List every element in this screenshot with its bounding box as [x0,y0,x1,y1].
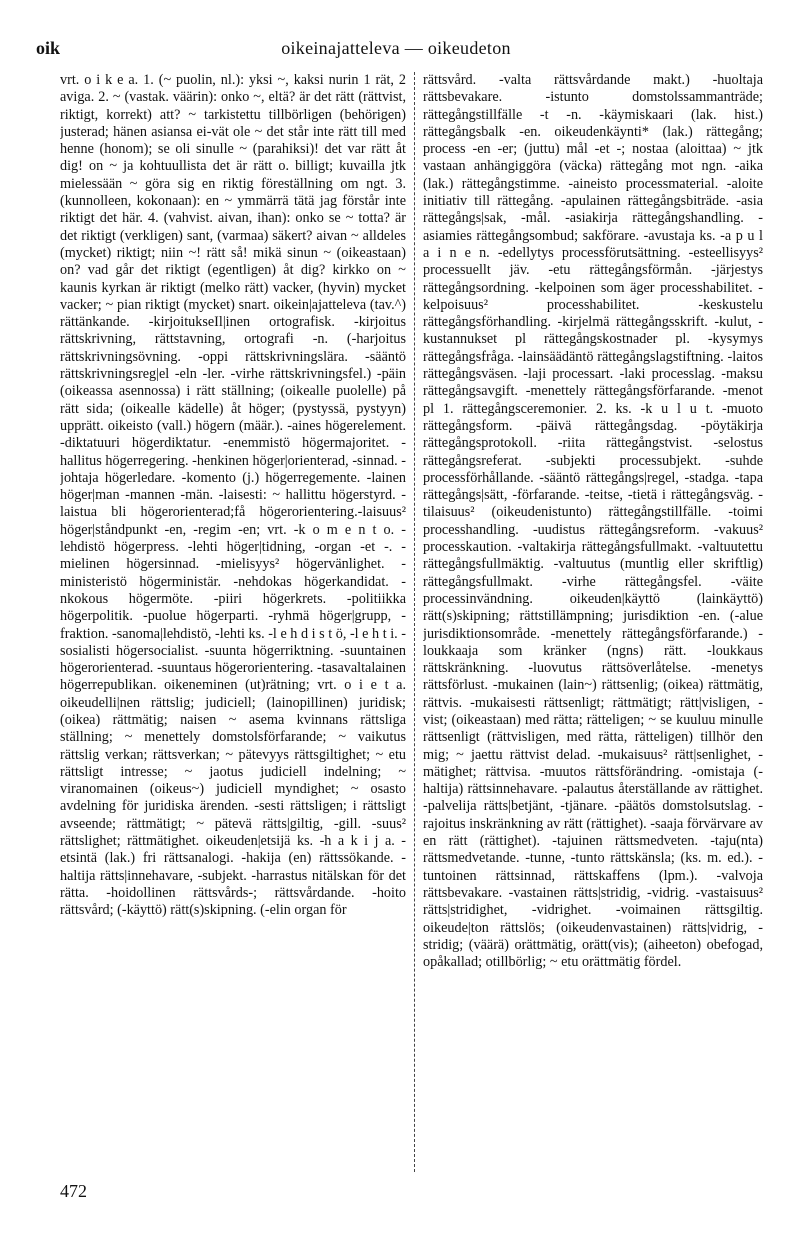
column-divider [414,72,415,1172]
right-column [423,72,763,1172]
left-column-text: vrt. o i k e a. 1. (~ puolin, nl.): yksi ~, kaksi nurin 1 rät, 2 aviga. 2. ~ (vastak. väärin): onko ~, eltä? är det rätt (rättvist, riktigt, korrekt) att? ~ tarkistettu tillbörligen (behörigen) justerad; hänen asiansa ei-vät ole ~ det står inte rätt till med henne (honom); se oli sinulle ~ (parahiksi)! det var rätt åt dig! on ~ ja kohtuullista det är rätt o. billigt; kuvailla jtk mielessään ~ göra sig en riktig föreställning om ngt. 3. (kunnolleen, kokonaan): en ~ ymmärrä tätä jag förstår inte riktigt det här. 4. (vahvist. aivan, ihan): onko se ~ totta? är det riktigt (verkligen) sant, (varmaa) säkert? aivan ~ alldeles (mycket) riktigt; niin ~! rätt så! mikä sinun ~ (oikeastaan) on? vad går det riktigt (egentligen) åt dig? kirkko on ~ kaunis kyrkan är riktigt (melko rätt) vacker, (hyvin) mycket vacker; ~ pian riktigt (mycket) snart. oikein|ajatteleva (tav.^) rättänkande. -kirjoitukseIl|inen ortografisk. -kirjoitus rättskrivning, rättstavning, ortografi -n. (-harjoitus rättskrivningsövning. -oppi rättskrivningslära. -sääntö rättskrivningsreg|el -eln -ler. -virhe rättskrivningsfel.) -päin (oikeassa asennossa) i rätt ställning; (oikealle puolelle) på rätt sida; (oikealle kädelle) åt höger; (pystyssä, pystyyn) upprätt. oikeisto (vall.) högern (määr.). -aines högerelement. -diktatuuri högerdiktatur. -enemmistö högermajoritet. -hallitus högerregering. -henkinen höger|orienterad, -sinnad. -johtaja högerledare. -komento (j.) högerregemente. -lainen höger|man -mannen -män. -laisesti: ~ hallittu högerstyrd. -laistua bli högerorienterad;få högerorientering.-laisuus² höger|ståndpunkt -en, -regim -en; vrt. -k o m e n t o. -lehdistö högerpress. -lehti höger|tidning, -organ -et -. -mielinen högersinnad. -mielisyys² högervänlighet. -ministeristö högerministär. -nehdokas högerkandidat. -nkokous högermöte. -piiri högerkrets. -politiikka högerpolitik. -puolue högerparti. -ryhmä höger|grupp, -fraktion. -sanoma|lehdistö, -lehti ks. -l e h d i s t ö, -l e h t i. -sosialisti högersocialist. -suunta högerriktning. -suuntainen högerorienterad. -suuntaus högerorientering. -tasavaltalainen högerrepublikan. oikeneminen (ut)rätning; vrt. o i e t a. oikeudelli|nen rättslig; judiciell; (lainopillinen) juridisk; (oikea) rättmätig; naisen ~ asema kvinnans rättsliga ställning; ~ menettely domstolsförfarande; ~ vaikutus rättslig verkan; rättsverkan; ~ pätevyys rättsgiltighet; ~ etu rättsligt intresse; ~ jaotus judiciell indelning; ~ viranomainen (oikeus~) judiciell myndighet; ~ osasto avdelning för juridiska ärenden. -sesti rättsligen; i rättsligt avseende; rättmätigt; ~ pätevä rätts|giltig, -gill. -suus² rättslighet; rättmätighet. oikeuden|etsijä ks. -h a k i j a. -etsintä (lak.) fri rättsanalogi. -hakija (en) rättssökande. -haltija rätts|innehavare, -subjekt. -harrastus nitälskan för det rätta. -hoidollinen rättsvårds-; rättsvårdande. -hoito rättsvård; (-käyttö) rätt(s)skipning. (-elin organ för [60,72,406,919]
running-title: oikeinajatteleva — oikeudeton [281,38,511,58]
page-number: 472 [60,1181,87,1201]
right-column-text: rättsvård. -valta rättsvårdande makt.) -huoltaja rättsbevakare. -istunto domstolssammanträde; rättegångstillfälle -t -n. -käymiskaari (lak. hist.) rättegångsbalk -en. oikeudenkäynti* (lak.) rättegång; process -en -er; (juttu) mål -et -; nostaa (aloittaa) ~ jtk vastaan anhängiggöra (väcka) rättegång mot ngn. -aika (lak.) rättegångstimme. -aineisto processmaterial. -aloite initiativ till rättegång. -apulainen rättegångsbiträde. -asia rättegångs|sak, -mål. -asiakirja rättegångshandling. -asiamies rättegångsombud; sakförare. -avustaja ks. -a p u l a i n e n. -edellytys processförutsättning. -esteellisyys² processuellt jäv. -etu rättegångsförmån. -järjestys rättegångsordning. -kelpoinen som äger processhabilitet. -kelpoisuus² processhabilitet. -keskustelu rättegångsförhandling. -kirjelmä rättegångsskrift. -kulut, -kustannukset pl rättegångskostnader pl. -kysymys rättegångsfråga. -lainsäädäntö rättegångslagstiftning. -laitos rättegångsväsen. -laji processart. -laki processlag. -maksu rättegångsavgift. -menettely rättegångsförfarande. -menot pl 1. rättegångsceremonier. 2. ks. -k u l u t. -muoto rättegångsform. -päivä rättegångsdag. -pöytäkirja rättegångsprotokoll. -riita rättegångstvist. -selostus rättegångsreferat. -subjekti processubjekt. -suhde processförhållande. -sääntö rättegångs|regel, -stadga. -tapa rättegångs|sätt, -förfarande. -teitse, -tietä i rättegångsväg. -tilaisuus² (oikeudenistunto) rättegångstillfälle. -toimi processhandling. -uudistus rättegångsreform. -vakuus² processkaution. -valtakirja rättegångsfullmakt. -valtuutettu rättegångsfullmäktig. -valtuutus (muntlig eller skriftlig) rättegångsfullmakt. -virhe rättegångsfel. -väite processinvändning. oikeuden|käyttö (lainkäyttö) rätt(s)skipning; rättstillämpning; jurisdiktion -en. (-alue jurisdiktionsområde. -menettely rättegångsförfarande.) -loukkaaja som kränker (ngns) rätt. -loukkaus rättskränkning. -luovutus rättsöverlåtelse. -menetys rättsförlust. -mukainen (lain~) rättsenlig; (oikea) rättmätig, rättvis. -mukaisesti rättsenligt; rättmätigt; rätt|visligen, -vist; (oikeastaan) med rätta; rätteligen; ~ se kuuluu minulle rättsenligt (rättvisligen, med rätta, rätteligen) tillhör den mig; ~ jaettu rättvist delad. -mukaisuus² rätt|senlighet, -mätighet; rättvisa. -muutos rättsförändring. -omistaja (-haltija) rättsinnehavare. -palautus återställande av rättighet. -palvelija rätts|betjänt, -tjänare. -päätös domstolsutslag. -rajoitus inskränkning av rätt (rättighet). -saaja förvärvare av en rätt (rättighet). -tajuinen rättsmedveten. -taju(nta) rättsmedvetande. -tunne, -tunto rättskänsla; (ks. m. ed.). -tuntoinen rättsinnad, rättskaffens (lpm.). -valvoja rättsbevakare. -vastainen rätts|stridig, -vidrig. -vastaisuus² rätts|stridighet, -vidrighet. -voimainen rättsgiltig. oikeude|ton rättslös; (oikeudenvastainen) rätts|vidrig, -stridig; (väärä) orättmätig, orätt(vis); (aiheeton) obefogad, opåkallad; otillbörlig; ~ etu orättmätig fördel. [423,72,763,971]
headword-guide: oik [36,38,61,58]
page-header [36,38,756,66]
left-column [60,72,406,1172]
